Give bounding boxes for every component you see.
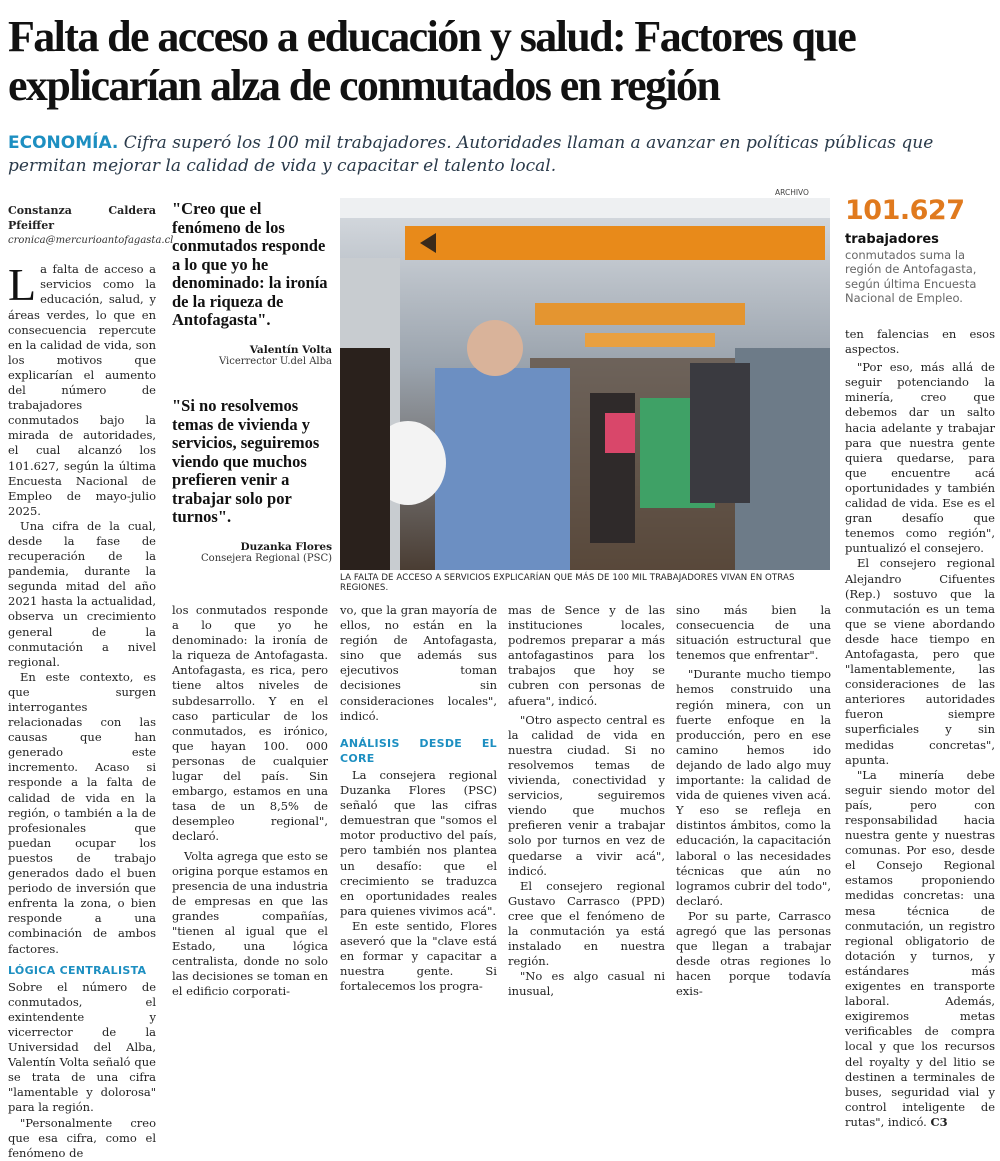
article-paragraph: Volta agrega que esto se origina porque estamos en presencia de una industria de empresas en que las grandes compañías, "tienen al igual que el Estado, una lógica centralista, donde no solo las decisiones se toman en el edificio corporati- [172, 848, 328, 999]
article-paragraph: En este contexto, es que surgen interrogantes relacionadas con las causas que han generado este incremento. Acaso si responde a la falta de calidad de vida en la región, o también a la de profesionales que puedan ocupar los puestos de trabajo generados dado el buen periodo de inversión que enfrenta la zona, o bien responde a una combinación de ambos factores. [8, 669, 156, 956]
photo-illustration [340, 198, 830, 570]
stat-number: 101.627 [845, 195, 965, 226]
article-paragraph: los conmutados responde a lo que yo he denominado: la ironía de la riqueza de Antofagasta. Antofagasta, es rica, pero tiene altos niveles de subdesarrollo. Y en el caso particular de los conmutados, es irónico, que hayan 100. 000 personas de cualquier lugar del país. Sin embargo, estamos en una tasa de un 8,5% de desempleo regional", declaró. [172, 603, 328, 844]
photo-caption: LA FALTA DE ACCESO A SERVICIOS EXPLICARÍAN QUE MÁS DE 100 MIL TRABAJADORES VIVAN EN OTRAS REGIONES. [340, 573, 795, 593]
article-column-2 [172, 603, 328, 999]
section-label: ECONOMÍA. [8, 133, 119, 153]
lead-paragraph [8, 132, 993, 178]
article-paragraph: "Por eso, más allá de seguir potenciando la minería, creo que debemos dar un salto hacia adelante y trabajar para que nuestra gente quiera quedarse, para que encuentre acá oportunidades y también calidad de vida. Ese es el gran desafío que tenemos como región", puntualizó el consejero. [845, 360, 995, 556]
article-paragraph: Una cifra de la cual, desde la fase de recuperación de la pandemia, durante la segunda mitad del año 2021 hasta la actualidad, observa un crecimiento general de la conmutación a nivel regional. [8, 518, 156, 669]
photo-credit: ARCHIVO [775, 188, 809, 197]
article-column-3 [340, 603, 497, 994]
article-paragraph: ten falencias en esos aspectos. [845, 327, 995, 357]
byline-author: Constanza Caldera Pfeiffer [8, 204, 156, 233]
pull-quote-text: "Creo que el fenómeno de los conmutados responde a lo que yo he denominado: la ironía de la riqueza de Antofagasta". [172, 199, 328, 329]
article-photo [340, 198, 830, 570]
lead-text: Cifra superó los 100 mil trabajadores. Autoridades llaman a avanzar en políticas públicas que permitan mejorar la calidad de vida y capacitar el talento local. [8, 133, 934, 176]
headline: Falta de acceso a educación y salud: Factores que explicarían alza de conmutados en región [8, 12, 856, 110]
article-paragraph: "Personalmente creo que esa cifra, como el fenómeno de [8, 1115, 156, 1160]
article-paragraph: La falta de acceso a servicios como la educación, salud, y áreas verdes, lo que en consecuencia repercute en la calidad de vida, son los motivos que explicarían el aumento del número de trabajadores conmutados bajo la mirada de autoridades, el cual alcanzó los 101.627, según la última Encuesta Nacional de Empleo de mayo-julio 2025. [8, 259, 156, 518]
pull-quote-flores [172, 397, 332, 564]
stat-description: trabajadores conmutados suma la región de Antofagasta, según última Encuesta Nacional de Empleo. [845, 232, 977, 305]
subhead-logica-centralista: LÓGICA CENTRALISTA [8, 963, 147, 977]
subhead-analisis-core: ANÁLISIS DESDE EL CORE [340, 736, 497, 765]
article-paragraph: "Otro aspecto central es la calidad de vida en nuestra ciudad. Si no resolvemos temas de vivienda, conectividad y servicios, seguiremos viendo que muchos prefieren venir a trabajar solo por turnos en vez de quedarse a vivir acá", indicó. [508, 712, 665, 878]
article-paragraph: Sobre el número de conmutados, el exintendente y vicerrector de la Universidad del Alba, Valentín Volta señaló que se trata de una cifra "lamentable y dolorosa" para la región. [8, 979, 156, 1115]
article-paragraph: "No es algo casual ni inusual, [508, 969, 665, 999]
drop-cap: L [8, 259, 37, 311]
quote-name: Valentín Volta [249, 343, 332, 356]
quote-role: Consejera Regional (PSC) [201, 552, 332, 564]
article-column-1 [8, 203, 174, 1161]
quote-role: Vicerrector U.del Alba [218, 355, 332, 367]
article-paragraph: El consejero regional Alejandro Cifuentes (Rep.) sostuvo que la conmutación es un tema que se viene abordando desde hace tiempo en Antofagasta, pero que "lamentablemente, las consideraciones de las anteriores autoridades fueron siempre superficiales y sin medidas concretas", apunta. [845, 556, 995, 767]
article-paragraph: vo, que la gran mayoría de ellos, no están en la región de Antofagasta, sino que además sus ejecutivos toman decisiones sin consideraciones locales", indicó. [340, 603, 497, 723]
article-paragraph: "La minería debe seguir siendo motor del país, pero con responsabilidad hacia nuestra gente y nuestras comunas. Por eso, desde el Consejo Regional estamos proponiendo medidas concretas: una mesa técnica de conmutación, un registro regional obligatorio de dotación y turnos, y estándares más exigentes en transporte laboral. Además, exigiremos metas verificables de compra local y que los recursos del royalty y del litio se destinen a terminales de buses, seguridad vial y control inteligente de rutas", indicó. C3 [845, 767, 995, 1129]
article-paragraph: mas de Sence y de las instituciones locales, podremos preparar a más antofagastinos para los trabajos que hoy se cubren con personas de afuera", indicó. [508, 603, 665, 708]
article-column-6 [845, 327, 995, 1130]
article-column-5 [676, 603, 831, 999]
article-paragraph: La consejera regional Duzanka Flores (PSC) señaló que las cifras demuestran que "somos el motor productivo del país, pero también nos plantea un desafío: que el crecimiento se traduzca en oportunidades reales para quienes vivimos acá". [340, 767, 497, 918]
quote-name: Duzanka Flores [240, 540, 332, 553]
article-paragraph: En este sentido, Flores aseveró que la "clave está en formar y capacitar a nuestra gente. Si fortalecemos los progra- [340, 918, 497, 994]
article-paragraph: El consejero regional Gustavo Carrasco (PPD) cree que el fenómeno de la conmutación ya está instalado en nuestra región. [508, 878, 665, 969]
pull-quote-text: "Si no resolvemos temas de vivienda y servicios, seguiremos viendo que muchos prefieren venir a trabajar solo por turnos". [172, 396, 320, 526]
pull-quote-volta [172, 200, 332, 367]
byline-email[interactable]: cronica@mercurioantofagasta.cl [8, 235, 174, 247]
article-paragraph: Por su parte, Carrasco agregó que las personas que llegan a trabajar desde otras regiones lo hacen porque todavía exis- [676, 908, 831, 999]
end-mark: C3 [930, 1114, 948, 1129]
article-paragraph: "Durante mucho tiempo hemos construido una región minera, con un fuerte enfoque en la producción, pero en ese camino hemos ido dejando de lado algo muy importante: la calidad de vida de quienes viven acá. Y eso se refleja en distintos ámbitos, como la educación, la capacitación laboral o las necesidades técnicas que aún no logramos cubrir del todo", declaró. [676, 667, 831, 908]
article-column-4 [508, 603, 665, 999]
article-paragraph: sino más bien la consecuencia de una situación estructural que tenemos que enfrentar". [676, 603, 831, 663]
